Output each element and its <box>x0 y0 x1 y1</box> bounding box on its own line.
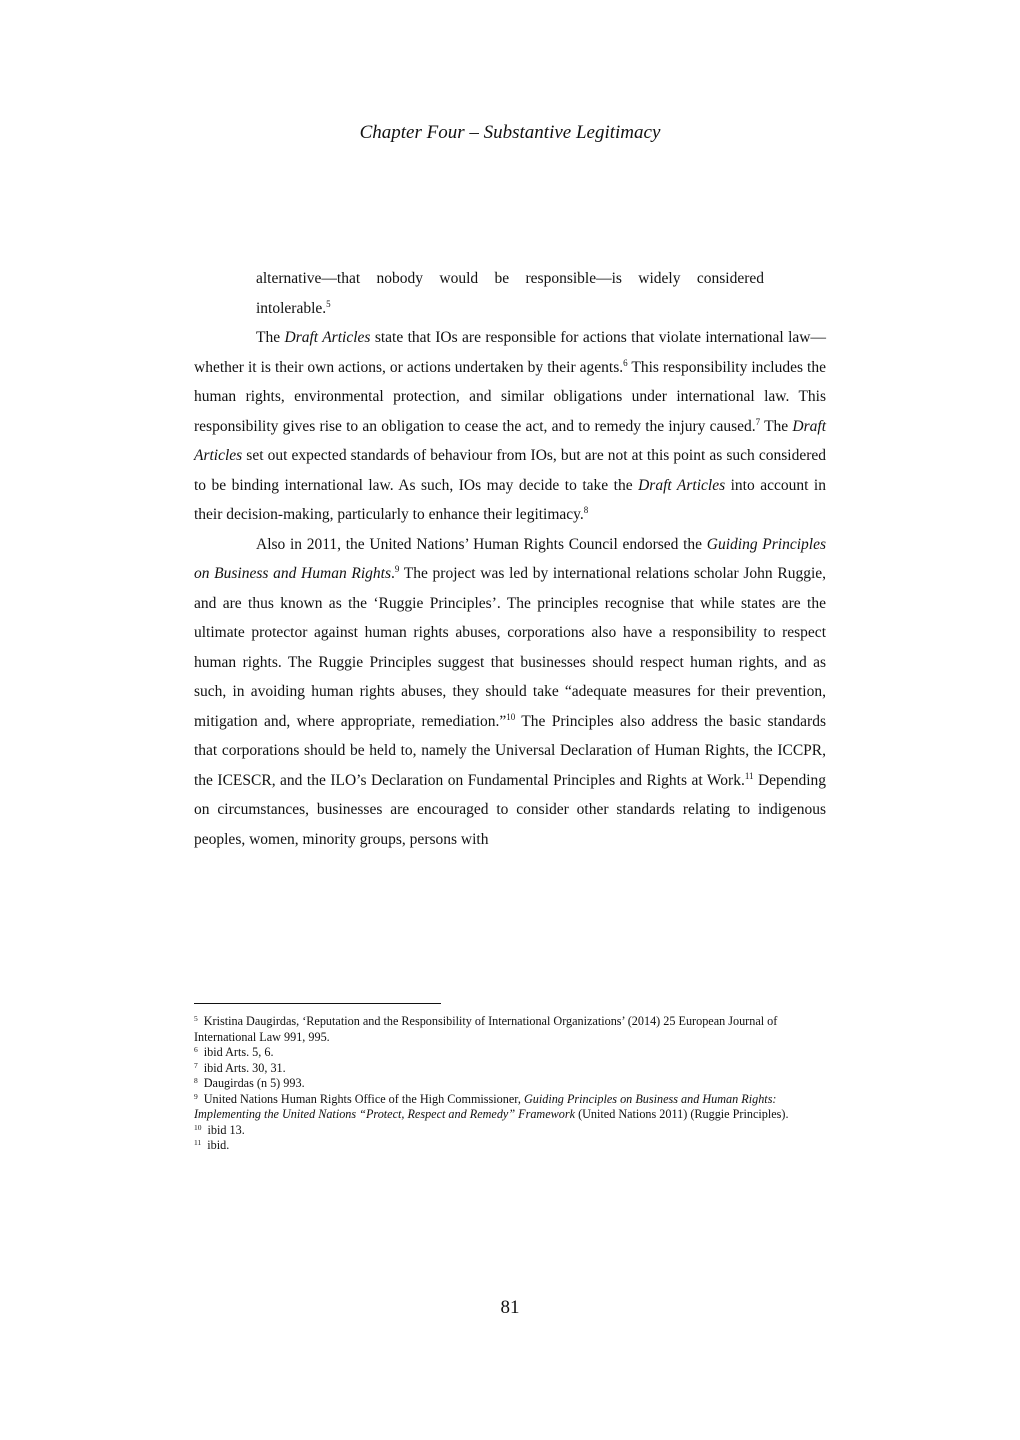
footnote-number: 7 <box>194 1060 198 1070</box>
text-run: Depending on circumstances, businesses are encouraged to consider other standards relating to indigenous peoples, women, minority groups, persons with <box>194 771 826 848</box>
footnote-ref-9[interactable]: 9 <box>394 564 400 574</box>
footnote-ref-8[interactable]: 8 <box>583 505 589 515</box>
page-number: 81 <box>500 1297 520 1318</box>
footnote-ref-5[interactable]: 5 <box>326 298 331 309</box>
text-run: The <box>256 329 285 346</box>
footnote-text: United Nations Human Rights Office of the High Commissioner, <box>203 1091 524 1106</box>
footnote-ref-6[interactable]: 6 <box>623 357 628 368</box>
footnote-ref-7[interactable]: 7 <box>755 416 761 427</box>
paragraph-draft-articles <box>194 323 826 530</box>
footnote-ref-10[interactable]: 10 <box>506 711 516 722</box>
footnote-number: 9 <box>194 1091 198 1101</box>
footnote-text: ibid 13. <box>207 1122 245 1137</box>
footnote-separator <box>194 1003 441 1004</box>
footnote-text: ibid Arts. 30, 31. <box>203 1060 286 1075</box>
footnote-10 <box>194 1123 826 1139</box>
footnote-9 <box>194 1092 826 1123</box>
footnote-5 <box>194 1014 826 1045</box>
footnote-number: 5 <box>194 1014 198 1023</box>
footnote-text: ibid Arts. 5, 6. <box>203 1045 274 1059</box>
italic-title: Draft Articles <box>284 329 371 346</box>
footnote-text: Kristina Daugirdas, ‘Reputation and the Responsibility of International Organizations’ (2014) 25 European Journal of International Law 991, 995. <box>194 1014 778 1044</box>
footnote-8 <box>194 1076 826 1092</box>
footnote-ref-11[interactable]: 11 <box>744 770 754 781</box>
footnote-number: 6 <box>194 1045 198 1054</box>
block-quote <box>194 264 826 323</box>
footnote-7 <box>194 1061 826 1077</box>
running-header: Chapter Four – Substantive Legitimacy <box>359 122 661 143</box>
text-run: The Principles also address the basic standards that corporations should be held to, namely the Universal Declaration of Human Rights, the ICCPR, the ICESCR, and the ILO’s Declaration on Fundamental Principles and Rights at Work. <box>194 712 826 789</box>
text-run: Also in 2011, the United Nations’ Human Rights Council endorsed the <box>256 535 707 553</box>
quote-text: alternative—that nobody would be responsible—is widely considered intolerable. <box>256 270 764 317</box>
text-run: . <box>391 565 395 582</box>
footnote-text: ibid. <box>207 1138 230 1152</box>
footnotes <box>194 1014 826 1154</box>
text-run: The project was led by international relations scholar John Ruggie, and are thus known as the ‘Ruggie Principles’. The principles recognise that while states are the ultimate protector against human rights abuses, corporations also have a responsibility to respect human rights. The Ruggie Principles suggest that businesses should respect human rights, and as such, in avoiding human rights abuses, they should take “adequate measures for their prevention, mitigation and, where appropriate, remediation.” <box>194 565 827 730</box>
text-run: This responsibility includes the human rights, environmental protection, and similar obligations under international law. This responsibility gives rise to an obligation to cease the act, and to remedy the injury caused. <box>194 358 826 435</box>
text-run: set out expected standards of behaviour from IOs, but are not at this point as such considered to be binding international law. As such, IOs may decide to take the <box>194 447 826 494</box>
footnote-number: 11 <box>194 1138 202 1147</box>
italic-title: Draft Articles <box>194 417 826 464</box>
paragraph-guiding-principles <box>194 530 826 855</box>
footnote-italic-title: Guiding Principles on Business and Human Rights: Implementing the United Nations “Protect, Respect and Remedy” Framework <box>194 1091 777 1121</box>
text-run: state that IOs are responsible for actions that violate international law—whether it is their own actions, or actions undertaken by their agents. <box>194 329 826 376</box>
footnote-text: Daugirdas (n 5) 993. <box>203 1076 305 1090</box>
body-text <box>194 264 826 854</box>
footnote-6 <box>194 1045 826 1061</box>
footnote-text: (United Nations 2011) (Ruggie Principles). <box>575 1107 789 1121</box>
footnote-number: 10 <box>194 1122 202 1132</box>
text-run: The <box>760 417 793 435</box>
footnote-number: 8 <box>194 1076 198 1085</box>
footnote-11 <box>194 1138 826 1154</box>
italic-title: Guiding Principles on Business and Human Rights <box>194 535 826 582</box>
text-run: into account in their decision-making, particularly to enhance their legitimacy. <box>194 476 826 523</box>
italic-title: Draft Articles <box>638 476 726 494</box>
